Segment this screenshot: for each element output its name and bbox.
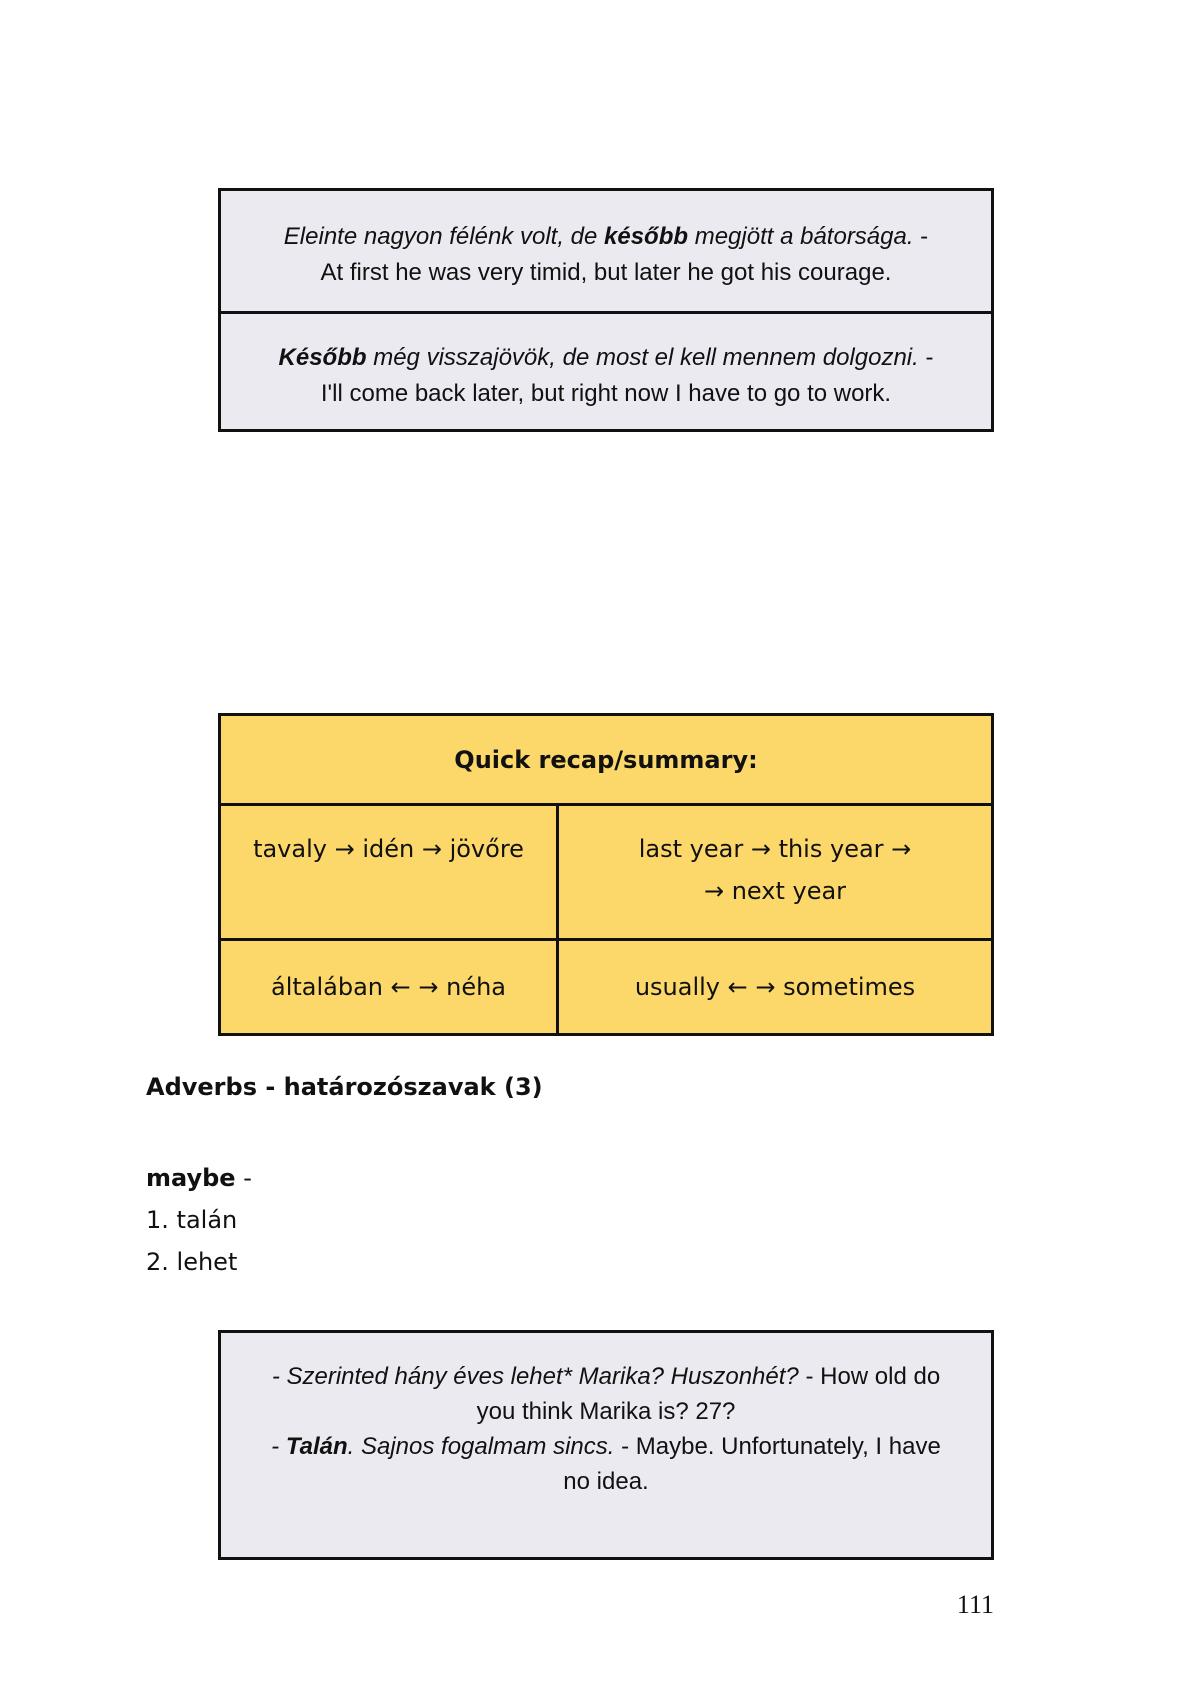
section-title: Adverbs - határozószavak (3) xyxy=(146,1073,543,1101)
hungarian-sentence: Eleinte nagyon félénk volt, de később megjött a bátorsága. xyxy=(283,223,914,250)
recap-cell-hu: tavaly → idén → jövőre xyxy=(221,806,559,941)
keyword: Talán xyxy=(285,1433,348,1460)
example-row: Eleinte nagyon félénk volt, de később megjött a bátorsága. - At first he was very timid, but later he got his courage. xyxy=(283,223,929,286)
hungarian-sentence: Később még visszajövök, de most el kell mennem dolgozni. xyxy=(278,344,919,371)
hungarian-sentence: - Szerinted hány éves lehet* Marika? Huszonhét? xyxy=(271,1363,799,1390)
vocab-item: 2. lehet xyxy=(146,1248,238,1276)
hungarian-sentence: - Talán. Sajnos fogalmam sincs. xyxy=(271,1433,615,1460)
vocab-word: maybe xyxy=(146,1164,236,1192)
english-translation: - How old do you think Marika is? 27? xyxy=(476,1363,941,1425)
example-dialogue xyxy=(221,1333,991,1499)
keyword: később xyxy=(604,223,689,250)
vocab-item: 1. talán xyxy=(146,1206,238,1234)
recap-title: Quick recap/summary: xyxy=(221,716,991,806)
keyword: Később xyxy=(278,344,367,371)
example-box-later xyxy=(218,188,994,432)
recap-cell-hu: általában ← → néha xyxy=(221,941,559,1033)
example-row: Később még visszajövök, de most el kell mennem dolgozni. - I'll come back later, but right now I have to go to work. xyxy=(221,311,991,429)
english-translation: At first he was very timid, but later he got his courage. xyxy=(320,259,892,286)
english-translation: - Maybe. Unfortunately, I have no idea. xyxy=(563,1433,941,1495)
recap-cell-en: last year → this year → → next year xyxy=(559,806,991,941)
page-number: 111 xyxy=(956,1590,994,1619)
vocab-entry: maybe - 1. talán 2. lehet xyxy=(146,1157,252,1283)
example-box-maybe xyxy=(218,1330,994,1560)
recap-cell-en: usually ← → sometimes xyxy=(634,973,916,1001)
english-translation: I'll come back later, but right now I have to go to work. xyxy=(320,380,892,407)
recap-table xyxy=(218,713,994,1036)
